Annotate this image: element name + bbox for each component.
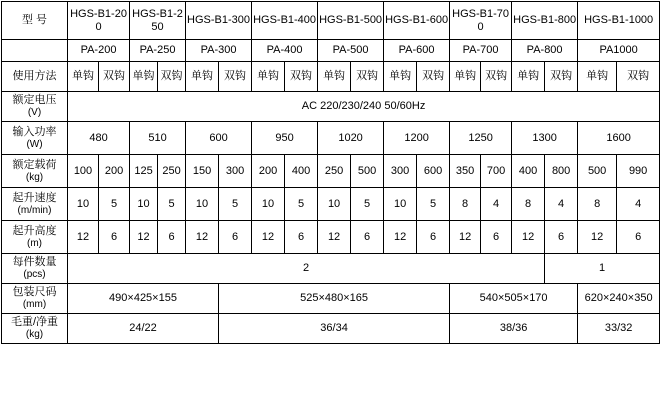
table-row-speed [2, 188, 660, 221]
row-label-qty-text: 每件数量 [12, 256, 57, 269]
usage-cell: 单钩 [318, 62, 351, 92]
row-label-weight [2, 314, 68, 344]
row-label-load-text: 额定载荷 [12, 158, 57, 171]
usage-cell: 双钩 [99, 62, 130, 92]
model-alt-cell: PA-600 [384, 40, 450, 62]
usage-cell: 双钩 [158, 62, 186, 92]
height-cell: 6 [545, 221, 578, 254]
speed-cell: 5 [158, 188, 186, 221]
weight-cell: 24/22 [68, 314, 219, 344]
power-cell: 1020 [318, 122, 384, 155]
model-alt-cell: PA-200 [68, 40, 130, 62]
load-cell: 100 [68, 155, 99, 188]
package-cell: 525×480×165 [219, 284, 450, 314]
usage-cell: 单钩 [186, 62, 219, 92]
model-cell: HGS-B1-1000 [578, 2, 660, 40]
load-cell: 300 [384, 155, 417, 188]
table-row-model-alt [2, 40, 660, 62]
power-cell: 1600 [578, 122, 660, 155]
model-alt-cell: PA-400 [252, 40, 318, 62]
load-cell: 700 [481, 155, 512, 188]
power-cell: 950 [252, 122, 318, 155]
model-alt-cell: PA-800 [512, 40, 578, 62]
speed-cell: 5 [219, 188, 252, 221]
usage-cell: 双钩 [417, 62, 450, 92]
height-cell: 6 [158, 221, 186, 254]
height-cell: 12 [68, 221, 99, 254]
power-cell: 1300 [512, 122, 578, 155]
row-label-speed-text: 起升速度 [12, 191, 57, 204]
weight-cell: 33/32 [578, 314, 660, 344]
model-alt-cell: PA-700 [450, 40, 512, 62]
row-label-qty-unit: (pcs) [23, 269, 46, 281]
load-cell: 350 [450, 155, 481, 188]
height-cell: 6 [351, 221, 384, 254]
speed-cell: 5 [285, 188, 318, 221]
usage-cell: 单钩 [384, 62, 417, 92]
row-label-qty [2, 254, 68, 284]
load-cell: 990 [617, 155, 660, 188]
row-label-voltage-unit: (V) [27, 107, 42, 119]
usage-cell: 双钩 [617, 62, 660, 92]
table-row-height [2, 221, 660, 254]
row-label-weight-text: 毛重/净重 [10, 316, 59, 329]
height-cell: 12 [512, 221, 545, 254]
power-cell: 600 [186, 122, 252, 155]
speed-cell: 10 [130, 188, 158, 221]
load-cell: 500 [351, 155, 384, 188]
model-cell: HGS-B1-800 [512, 2, 578, 40]
row-label-load-unit: (kg) [25, 171, 44, 183]
qty-cell: 1 [545, 254, 660, 284]
row-label-load [2, 155, 68, 188]
speed-cell: 8 [512, 188, 545, 221]
row-label-weight-unit: (kg) [25, 329, 44, 341]
model-cell: HGS-B1-600 [384, 2, 450, 40]
height-cell: 6 [99, 221, 130, 254]
row-label-package-text: 包装尺码 [12, 286, 57, 299]
model-alt-cell: PA-500 [318, 40, 384, 62]
load-cell: 200 [99, 155, 130, 188]
model-cell: HGS-B1-250 [130, 2, 186, 40]
row-label-height-unit: (m) [27, 237, 42, 249]
speed-cell: 10 [186, 188, 219, 221]
table-row-qty [2, 254, 660, 284]
model-cell: HGS-B1-300 [186, 2, 252, 40]
row-label-speed [2, 188, 68, 221]
load-cell: 150 [186, 155, 219, 188]
model-cell: HGS-B1-400 [252, 2, 318, 40]
speed-cell: 5 [417, 188, 450, 221]
usage-cell: 单钩 [578, 62, 617, 92]
usage-cell: 单钩 [512, 62, 545, 92]
usage-cell: 双钩 [481, 62, 512, 92]
height-cell: 12 [186, 221, 219, 254]
speed-cell: 5 [351, 188, 384, 221]
model-cell: HGS-B1-500 [318, 2, 384, 40]
model-alt-cell: PA1000 [578, 40, 660, 62]
usage-cell: 双钩 [285, 62, 318, 92]
table-row-package [2, 284, 660, 314]
load-cell: 200 [252, 155, 285, 188]
row-label-height [2, 221, 68, 254]
power-cell: 1250 [450, 122, 512, 155]
height-cell: 12 [450, 221, 481, 254]
specification-table [1, 1, 660, 344]
speed-cell: 5 [99, 188, 130, 221]
table-row-usage [2, 62, 660, 92]
height-cell: 12 [318, 221, 351, 254]
height-cell: 12 [252, 221, 285, 254]
usage-cell: 单钩 [450, 62, 481, 92]
height-cell: 12 [130, 221, 158, 254]
speed-cell: 10 [318, 188, 351, 221]
height-cell: 12 [578, 221, 617, 254]
package-cell: 540×505×170 [450, 284, 578, 314]
speed-cell: 10 [68, 188, 99, 221]
package-cell: 490×425×155 [68, 284, 219, 314]
load-cell: 125 [130, 155, 158, 188]
row-label-power [2, 122, 68, 155]
load-cell: 300 [219, 155, 252, 188]
speed-cell: 8 [450, 188, 481, 221]
height-cell: 6 [219, 221, 252, 254]
voltage-value: AC 220/230/240 50/60Hz [68, 92, 660, 122]
row-label-package [2, 284, 68, 314]
package-cell: 620×240×350 [578, 284, 660, 314]
model-cell: HGS-B1-200 [68, 2, 130, 40]
speed-cell: 10 [252, 188, 285, 221]
load-cell: 400 [285, 155, 318, 188]
usage-cell: 单钩 [130, 62, 158, 92]
model-alt-cell: PA-250 [130, 40, 186, 62]
row-label-speed-unit: (m/min) [17, 204, 52, 216]
row-label-power-text: 输入功率 [12, 125, 57, 138]
power-cell: 480 [68, 122, 130, 155]
row-label-usage: 使用方法 [2, 62, 68, 92]
table-row-weight [2, 314, 660, 344]
table-row-load [2, 155, 660, 188]
usage-cell: 单钩 [252, 62, 285, 92]
model-cell: HGS-B1-700 [450, 2, 512, 40]
usage-cell: 双钩 [351, 62, 384, 92]
qty-cell: 2 [68, 254, 545, 284]
row-label-voltage-text: 额定电压 [12, 94, 57, 107]
row-label-power-unit: (W) [26, 138, 43, 150]
weight-cell: 38/36 [450, 314, 578, 344]
speed-cell: 4 [545, 188, 578, 221]
weight-cell: 36/34 [219, 314, 450, 344]
power-cell: 510 [130, 122, 186, 155]
load-cell: 600 [417, 155, 450, 188]
row-label-empty [2, 40, 68, 62]
load-cell: 400 [512, 155, 545, 188]
table-row-voltage [2, 92, 660, 122]
load-cell: 800 [545, 155, 578, 188]
height-cell: 6 [285, 221, 318, 254]
usage-cell: 单钩 [68, 62, 99, 92]
table-row-model [2, 2, 660, 40]
speed-cell: 8 [578, 188, 617, 221]
model-alt-cell: PA-300 [186, 40, 252, 62]
speed-cell: 10 [384, 188, 417, 221]
height-cell: 6 [417, 221, 450, 254]
height-cell: 6 [481, 221, 512, 254]
table-row-power [2, 122, 660, 155]
load-cell: 250 [158, 155, 186, 188]
row-label-voltage [2, 92, 68, 122]
load-cell: 500 [578, 155, 617, 188]
row-label-model: 型 号 [2, 2, 68, 40]
load-cell: 250 [318, 155, 351, 188]
height-cell: 12 [384, 221, 417, 254]
speed-cell: 4 [617, 188, 660, 221]
usage-cell: 双钩 [545, 62, 578, 92]
row-label-height-text: 起升高度 [12, 224, 57, 237]
speed-cell: 4 [481, 188, 512, 221]
row-label-package-unit: (mm) [22, 299, 47, 311]
usage-cell: 双钩 [219, 62, 252, 92]
height-cell: 6 [617, 221, 660, 254]
power-cell: 1200 [384, 122, 450, 155]
